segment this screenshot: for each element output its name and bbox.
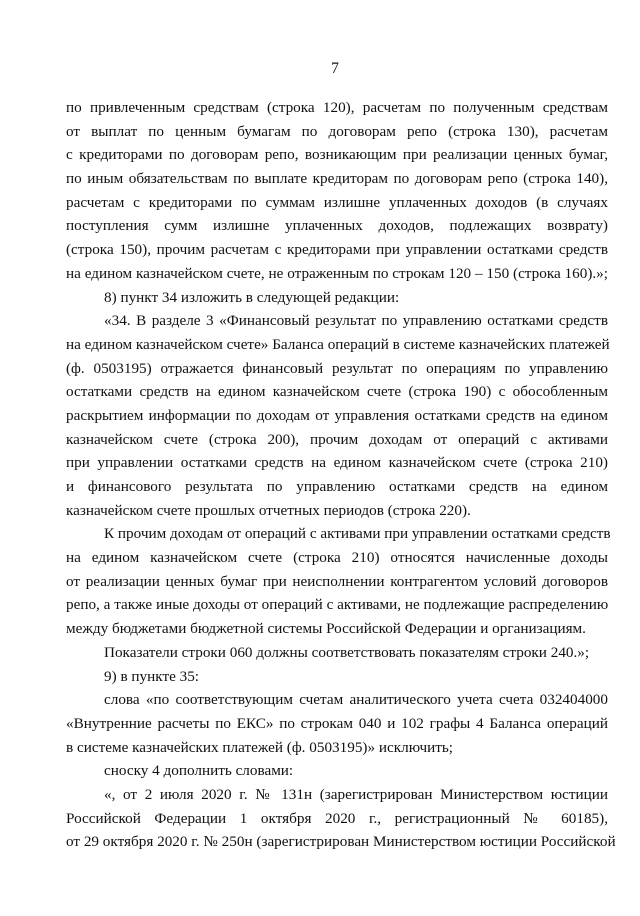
- text-line: казначейском счете (строка 200), прочим доходам от операций с активами: [66, 430, 608, 448]
- text-line: от реализации ценных бумаг при неисполнении контрагентом условий договоров: [66, 572, 608, 590]
- text-line: репо, а также иные доходы от операций с активами, не подлежащие распределению: [66, 596, 609, 614]
- text-line: «Внутренние расчеты по ЕКС» по строкам 040 и 102 графы 4 Баланса операций: [66, 714, 608, 732]
- text-line: Российской Федерации 1 октября 2020 г., регистрационный № 60185),: [66, 809, 608, 827]
- text-line: Показатели строки 060 должны соответствовать показателям строки 240.»;: [104, 643, 590, 661]
- text-line: от выплат по ценным бумагам по договорам репо (строка 130), расчетам: [66, 122, 608, 140]
- text-line: по иным обязательствам по выплате кредиторам по договорам репо (строка 140),: [66, 170, 608, 188]
- text-line: 9) в пункте 35:: [104, 667, 200, 685]
- text-line: «34. В разделе 3 «Финансовый результат по управлению остатками средств: [104, 312, 608, 330]
- text-line: раскрытием информации по доходам от управления остатками средств на едином: [66, 406, 608, 424]
- text-line: (ф. 0503195) отражается финансовый результат по операциям по управлению: [66, 359, 608, 377]
- text-line: 8) пункт 34 изложить в следующей редакции:: [104, 288, 400, 306]
- text-line: между бюджетами бюджетной системы Российской Федерации и организациям.: [66, 620, 586, 638]
- text-line: казначейском счете прошлых отчетных периодов (строка 220).: [66, 501, 471, 519]
- text-line: остатками средств на едином казначейском счете (строка 190) с обособленным: [66, 383, 608, 401]
- text-line: на едином казначейском счете» Баланса операций в системе казначейских платежей: [66, 335, 610, 353]
- text-line: от 29 октября 2020 г. № 250н (зарегистрирован Министерством юстиции Российской: [66, 833, 616, 851]
- text-line: с кредиторами по договорам репо, возникающим при реализации ценных бумаг,: [66, 146, 608, 164]
- text-line: К прочим доходам от операций с активами при управлении остатками средств: [104, 525, 611, 543]
- text-line: в системе казначейских платежей (ф. 0503195)» исключить;: [66, 738, 454, 756]
- text-line: при управлении остатками средств на едином казначейском счете (строка 210): [66, 454, 608, 472]
- text-line: по привлеченным средствам (строка 120), расчетам по полученным средствам: [66, 99, 608, 116]
- text-line: на едином казначейском счете (строка 210) относятся начисленные доходы: [66, 549, 608, 567]
- text-line: слова «по соответствующим счетам аналитического учета счета 032404000: [104, 691, 608, 709]
- text-line: поступления сумм излишне уплаченных доходов, подлежащих возврату): [66, 217, 608, 235]
- text-line: на едином казначейском счете, не отраженным по строкам 120 – 150 (строка 160).»;: [66, 264, 608, 282]
- document-body: [66, 96, 616, 854]
- text-line: расчетам с кредиторами по суммам излишне уплаченных доходов (в случаях: [66, 193, 608, 211]
- text-line: (строка 150), прочим расчетам с кредиторами при управлении остатками средств: [66, 241, 608, 259]
- text-line: сноску 4 дополнить словами:: [104, 762, 294, 780]
- text-line: и финансового результата по управлению остатками средств на едином: [66, 478, 608, 495]
- text-line: «, от 2 июля 2020 г. № 131н (зарегистрирован Министерством юстиции: [104, 785, 608, 803]
- page-number: 7: [331, 60, 339, 77]
